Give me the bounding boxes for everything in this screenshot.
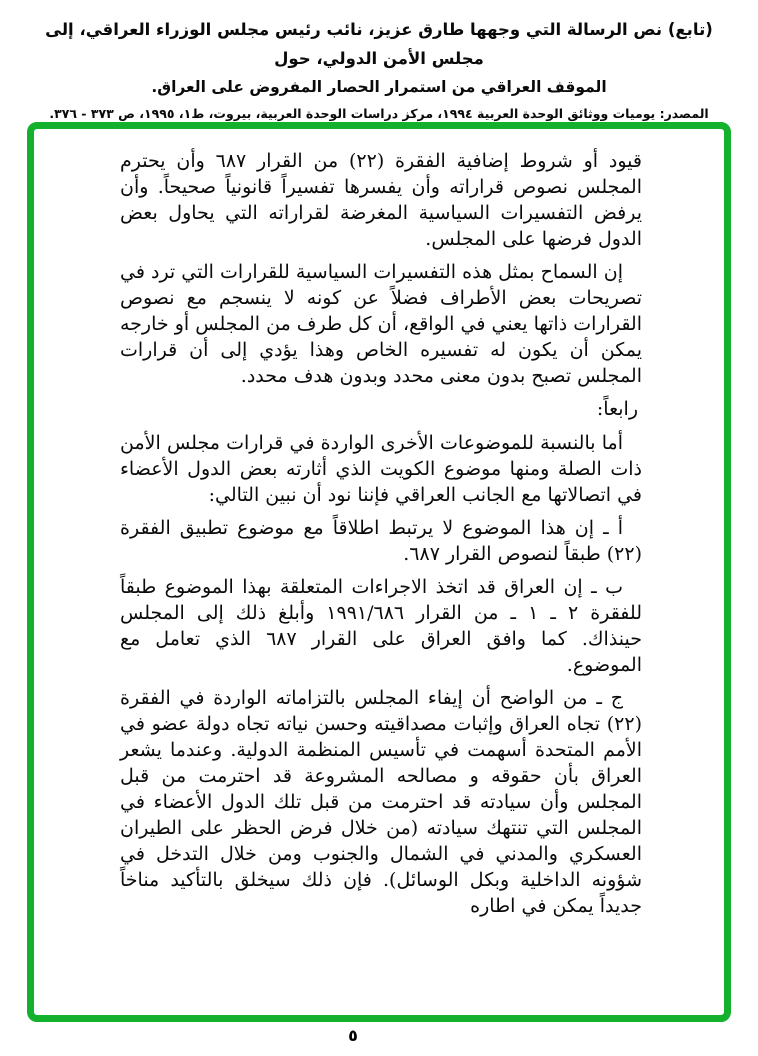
page-number: ٥ xyxy=(348,1026,358,1045)
body-paragraph-2: إن السماح بمثل هذه التفسيرات السياسية للقرارات التي ترد في تصريحات بعض الأطراف فضلاً عن كونه لا ينسجم مع نصوص القرارات ذاتها يعني في الواقع، أن كل طرف من المجلس أو خارجه يمكن أن يكون له تفسيره الخاص وهذا يؤدي إلى أن قرارات المجلس تصبح بدون معنى محدد وبدون هدف محدد. xyxy=(120,261,642,387)
header-title-line-2: الموقف العراقي من استمرار الحصار المفروض على العراق. xyxy=(151,78,607,96)
header-title-line-1: (تابع) نص الرسالة التي وجهها طارق عزيز، نائب رئيس مجلس الوزراء العراقي، إلى مجلس الأمن الدولي، حول xyxy=(45,20,713,68)
document-header xyxy=(0,0,758,126)
header-source-line: المصدر: يوميات ووثائق الوحدة العربية ١٩٩٤، مركز دراسات الوحدة العربية، بيروت، ط١، ١٩٩٥، ص ٣٧٣ - ٣٧٦. xyxy=(49,106,709,121)
section-heading-fourthly: رابعاً: xyxy=(596,398,638,420)
list-item-c: ج ـ من الواضح أن إيفاء المجلس بالتزاماته الواردة في الفقرة (٢٢) تجاه العراق وإثبات مصداقيته وحسن نياته تجاه دولة عضو في الأمم المتحدة أسهمت في تأسيس المنظمة الدولية. وعندما يشعر العراق بأن حقوقه و مصالحه المشروعة قد احترمت من قبل المجلس وأن سيادته قد احترمت من قبل تلك الدول الأعضاء في المجلس التي تنتهك سيادته (من خلال فرض الحظر على الطيران العسكري والمدني في الشمال والجنوب ومن خلال التدخل في شؤونه الداخلية وبكل الوسائل). فإن ذلك سيخلق بالتأكيد مناخاً جديداً يمكن في اطاره xyxy=(120,687,642,917)
letter-body xyxy=(34,129,724,919)
list-item-b: ب ـ إن العراق قد اتخذ الاجراءات المتعلقة بهذا الموضوع طبقاً للفقرة ٢ ـ ١ ـ من القرار ١٩٩١/٦٨٦ وأبلغ ذلك إلى المجلس حينذاك. كما وافق العراق على القرار ٦٨٧ الذي تعامل مع الموضوع. xyxy=(120,576,642,676)
list-item-a: أ ـ إن هذا الموضوع لا يرتبط اطلاقاً مع موضوع تطبيق الفقرة (٢٢) طبقاً لنصوص القرار ٦٨٧. xyxy=(120,517,642,565)
body-paragraph-3: أما بالنسبة للموضوعات الأخرى الواردة في قرارات مجلس الأمن ذات الصلة ومنها موضوع الكويت الذي أثارته بعض الدول الأعضاء في اتصالاتها مع الجانب العراقي فإننا نود أن نبين التالي: xyxy=(120,432,642,506)
highlight-box xyxy=(27,122,731,1022)
body-paragraph-1: قيود أو شروط إضافية الفقرة (٢٢) من القرار ٦٨٧ وأن يحترم المجلس نصوص قراراته وأن يفسرها تفسيراً قانونياً صحيحاً. وأن يرفض التفسيرات السياسية المغرضة لقراراته التي يحاول بعض الدول فرضها على المجلس. xyxy=(120,150,642,250)
